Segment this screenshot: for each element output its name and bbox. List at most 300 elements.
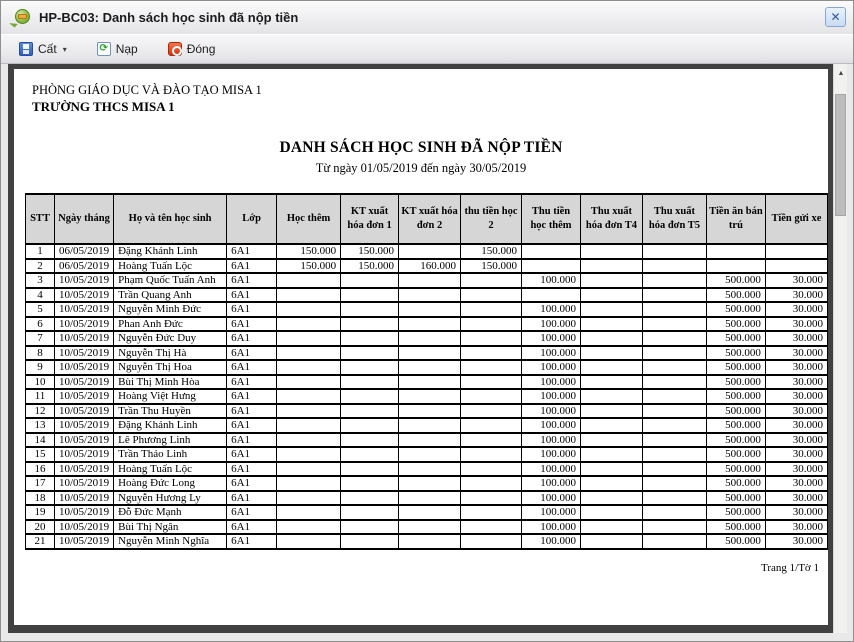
table-cell: 11 <box>26 389 55 404</box>
table-cell: 10/05/2019 <box>54 462 113 477</box>
table-cell: Nguyễn Minh Đức <box>114 302 227 317</box>
table-row <box>26 288 828 303</box>
table-cell: 6A1 <box>227 418 277 433</box>
table-row <box>26 476 828 491</box>
table-cell <box>341 302 399 317</box>
table-cell: 100.000 <box>522 491 581 506</box>
table-row <box>26 259 828 274</box>
table-cell <box>277 273 341 288</box>
table-cell <box>461 505 522 520</box>
table-cell <box>642 447 706 462</box>
table-cell: 30.000 <box>765 288 827 303</box>
table-cell <box>706 244 765 259</box>
table-cell: 6A1 <box>227 259 277 274</box>
table-cell: 17 <box>26 476 55 491</box>
table-cell: 10/05/2019 <box>54 389 113 404</box>
table-cell: Hoàng Việt Hưng <box>114 389 227 404</box>
table-cell <box>642 433 706 448</box>
table-cell: 30.000 <box>765 375 827 390</box>
table-cell <box>642 331 706 346</box>
table-row <box>26 505 828 520</box>
table-cell: 100.000 <box>522 418 581 433</box>
table-cell: 4 <box>26 288 55 303</box>
table-cell <box>399 520 461 535</box>
table-cell <box>642 317 706 332</box>
table-cell: 500.000 <box>706 375 765 390</box>
table-cell: 6A1 <box>227 534 277 549</box>
table-cell: Hoàng Tuấn Lộc <box>114 259 227 274</box>
table-cell: 500.000 <box>706 302 765 317</box>
table-cell <box>399 476 461 491</box>
table-cell <box>461 418 522 433</box>
table-cell <box>341 491 399 506</box>
table-cell <box>581 404 643 419</box>
table-cell: 500.000 <box>706 505 765 520</box>
table-cell: 6A1 <box>227 273 277 288</box>
table-cell: 20 <box>26 520 55 535</box>
table-cell: 100.000 <box>522 273 581 288</box>
table-cell: 12 <box>26 404 55 419</box>
table-cell <box>277 346 341 361</box>
report-table <box>25 193 828 550</box>
column-header: Tiền gửi xe <box>765 194 827 244</box>
table-cell <box>461 360 522 375</box>
chevron-down-icon: ▾ <box>62 44 67 54</box>
table-cell <box>277 462 341 477</box>
table-cell <box>341 476 399 491</box>
table-cell <box>581 259 643 274</box>
table-cell: 150.000 <box>461 244 522 259</box>
table-cell <box>277 534 341 549</box>
table-cell: Nguyễn Hương Ly <box>114 491 227 506</box>
table-cell <box>581 491 643 506</box>
table-cell <box>341 418 399 433</box>
table-cell <box>341 273 399 288</box>
table-cell <box>461 534 522 549</box>
table-cell <box>522 244 581 259</box>
table-cell: 30.000 <box>765 462 827 477</box>
table-cell: 10/05/2019 <box>54 534 113 549</box>
table-row <box>26 462 828 477</box>
table-row <box>26 418 828 433</box>
table-cell <box>581 447 643 462</box>
table-cell <box>642 288 706 303</box>
column-header: Thu xuất hóa đơn T4 <box>581 194 643 244</box>
table-cell <box>277 317 341 332</box>
table-cell <box>642 404 706 419</box>
window-titlebar[interactable] <box>1 1 853 34</box>
table-cell: 5 <box>26 302 55 317</box>
table-cell: 6A1 <box>227 462 277 477</box>
table-cell: 30.000 <box>765 317 827 332</box>
table-cell: 6A1 <box>227 520 277 535</box>
table-cell: 7 <box>26 331 55 346</box>
table-cell <box>399 375 461 390</box>
table-cell <box>277 476 341 491</box>
table-cell: Đặng Khánh Linh <box>114 244 227 259</box>
table-cell: 30.000 <box>765 433 827 448</box>
table-cell: Nguyễn Thị Hà <box>114 346 227 361</box>
table-cell: 500.000 <box>706 346 765 361</box>
table-cell: 100.000 <box>522 346 581 361</box>
table-cell: Bùi Thị Minh Hòa <box>114 375 227 390</box>
table-cell: 14 <box>26 433 55 448</box>
table-cell <box>399 346 461 361</box>
save-button-label: Cất <box>38 42 57 56</box>
table-cell <box>341 360 399 375</box>
table-cell <box>765 244 827 259</box>
table-row <box>26 389 828 404</box>
table-cell: 10/05/2019 <box>54 360 113 375</box>
table-cell <box>277 520 341 535</box>
table-row <box>26 273 828 288</box>
scroll-up-button[interactable] <box>835 67 847 79</box>
table-cell: 500.000 <box>706 491 765 506</box>
table-cell: 6A1 <box>227 505 277 520</box>
load-button-label: Nạp <box>115 42 138 56</box>
scrollbar-thumb[interactable] <box>835 94 846 216</box>
table-cell <box>461 404 522 419</box>
table-cell <box>642 418 706 433</box>
table-cell <box>399 244 461 259</box>
table-cell <box>277 505 341 520</box>
table-cell: 30.000 <box>765 302 827 317</box>
table-cell: 30.000 <box>765 520 827 535</box>
table-cell: 100.000 <box>522 375 581 390</box>
table-cell: 100.000 <box>522 433 581 448</box>
table-cell <box>522 259 581 274</box>
toolbar <box>1 34 853 64</box>
table-cell <box>399 288 461 303</box>
table-cell: 10/05/2019 <box>54 418 113 433</box>
vertical-scrollbar[interactable] <box>833 64 847 633</box>
table-cell: 100.000 <box>522 389 581 404</box>
table-cell <box>399 360 461 375</box>
table-cell <box>642 360 706 375</box>
table-cell <box>642 273 706 288</box>
table-cell <box>581 288 643 303</box>
table-cell <box>461 433 522 448</box>
table-row <box>26 404 828 419</box>
table-cell: 6A1 <box>227 288 277 303</box>
table-cell <box>341 462 399 477</box>
table-cell: Nguyễn Đức Duy <box>114 331 227 346</box>
table-cell: 500.000 <box>706 389 765 404</box>
table-cell <box>277 302 341 317</box>
table-cell: 6A1 <box>227 360 277 375</box>
column-header: Tiền ăn bán trú <box>706 194 765 244</box>
table-cell: 1 <box>26 244 55 259</box>
table-row <box>26 360 828 375</box>
table-cell <box>581 273 643 288</box>
table-cell <box>341 317 399 332</box>
table-row <box>26 433 828 448</box>
table-cell: 13 <box>26 418 55 433</box>
table-cell <box>341 389 399 404</box>
table-cell <box>341 288 399 303</box>
table-cell <box>581 389 643 404</box>
table-cell <box>399 404 461 419</box>
table-cell <box>706 259 765 274</box>
table-cell <box>461 491 522 506</box>
table-cell <box>581 375 643 390</box>
table-cell: 30.000 <box>765 389 827 404</box>
table-cell: 10/05/2019 <box>54 520 113 535</box>
table-cell: 6A1 <box>227 404 277 419</box>
table-cell: 100.000 <box>522 462 581 477</box>
table-cell: 06/05/2019 <box>54 259 113 274</box>
table-cell <box>341 346 399 361</box>
table-cell: Trần Quang Anh <box>114 288 227 303</box>
table-cell <box>399 491 461 506</box>
table-cell: 6A1 <box>227 447 277 462</box>
table-cell <box>461 389 522 404</box>
table-cell: Nguyễn Thị Hoa <box>114 360 227 375</box>
column-header: STT <box>26 194 55 244</box>
table-row <box>26 346 828 361</box>
table-cell: 10/05/2019 <box>54 491 113 506</box>
table-cell <box>642 259 706 274</box>
table-cell <box>642 476 706 491</box>
table-cell: 30.000 <box>765 476 827 491</box>
table-cell <box>581 418 643 433</box>
table-cell: 18 <box>26 491 55 506</box>
table-cell: Trần Thu Huyền <box>114 404 227 419</box>
table-row <box>26 534 828 549</box>
table-cell: 160.000 <box>399 259 461 274</box>
table-cell <box>581 360 643 375</box>
table-cell: 500.000 <box>706 476 765 491</box>
table-cell <box>642 534 706 549</box>
table-cell <box>277 288 341 303</box>
table-cell: Bùi Thị Ngân <box>114 520 227 535</box>
table-cell <box>399 462 461 477</box>
column-header: KT xuất hóa đơn 1 <box>341 194 399 244</box>
table-cell: 30.000 <box>765 534 827 549</box>
table-cell: 30.000 <box>765 447 827 462</box>
table-cell <box>642 302 706 317</box>
table-row <box>26 331 828 346</box>
table-cell <box>399 534 461 549</box>
table-header-row <box>26 194 828 244</box>
table-cell: 100.000 <box>522 331 581 346</box>
table-cell: 500.000 <box>706 433 765 448</box>
table-cell <box>399 331 461 346</box>
table-row <box>26 520 828 535</box>
table-cell: 150.000 <box>341 259 399 274</box>
table-cell <box>581 520 643 535</box>
table-cell: 6A1 <box>227 491 277 506</box>
table-cell <box>581 505 643 520</box>
table-cell <box>581 244 643 259</box>
save-button[interactable] <box>11 38 75 60</box>
report-org-header <box>32 83 828 115</box>
table-cell: 30.000 <box>765 418 827 433</box>
table-cell <box>461 331 522 346</box>
power-icon <box>168 42 182 56</box>
table-row <box>26 447 828 462</box>
table-cell: 30.000 <box>765 505 827 520</box>
table-cell <box>277 404 341 419</box>
table-cell <box>765 259 827 274</box>
table-cell: 10/05/2019 <box>54 288 113 303</box>
table-cell: 10/05/2019 <box>54 302 113 317</box>
table-cell: 100.000 <box>522 505 581 520</box>
window-close-button[interactable] <box>825 7 846 27</box>
table-cell <box>461 476 522 491</box>
table-cell: 100.000 <box>522 360 581 375</box>
table-cell: Đỗ Đức Mạnh <box>114 505 227 520</box>
table-cell: 30.000 <box>765 491 827 506</box>
table-cell <box>341 331 399 346</box>
table-cell <box>581 534 643 549</box>
table-cell: 500.000 <box>706 273 765 288</box>
table-cell: 10/05/2019 <box>54 273 113 288</box>
table-cell <box>642 520 706 535</box>
table-cell: 6A1 <box>227 331 277 346</box>
report-date-range: Từ ngày 01/05/2019 đến ngày 30/05/2019 <box>315 161 527 175</box>
table-cell <box>581 476 643 491</box>
table-cell: 06/05/2019 <box>54 244 113 259</box>
table-cell <box>581 302 643 317</box>
table-cell: 500.000 <box>706 317 765 332</box>
table-cell <box>642 244 706 259</box>
table-cell: 100.000 <box>522 404 581 419</box>
table-cell <box>399 505 461 520</box>
column-header: Lớp <box>227 194 277 244</box>
table-cell: 10/05/2019 <box>54 346 113 361</box>
table-cell <box>642 505 706 520</box>
table-cell: 10/05/2019 <box>54 375 113 390</box>
table-cell <box>642 462 706 477</box>
table-cell <box>341 505 399 520</box>
close-report-button[interactable] <box>160 38 224 60</box>
page-number: Trang 1/Tờ 1 <box>761 561 819 574</box>
close-icon: ✕ <box>830 10 841 24</box>
table-cell: 10 <box>26 375 55 390</box>
table-cell: 100.000 <box>522 520 581 535</box>
table-row <box>26 317 828 332</box>
table-cell <box>581 346 643 361</box>
scroll-up-arrow-icon: ▲ <box>837 69 845 77</box>
table-cell: 100.000 <box>522 317 581 332</box>
table-cell: 30.000 <box>765 404 827 419</box>
table-cell <box>277 433 341 448</box>
table-cell: 8 <box>26 346 55 361</box>
column-header: Thu xuất hóa đơn T5 <box>642 194 706 244</box>
table-cell: 10/05/2019 <box>54 331 113 346</box>
table-cell: 500.000 <box>706 418 765 433</box>
table-cell: Nguyễn Minh Nghĩa <box>114 534 227 549</box>
table-cell <box>581 317 643 332</box>
table-cell: 100.000 <box>522 534 581 549</box>
table-row <box>26 302 828 317</box>
table-cell: 10/05/2019 <box>54 505 113 520</box>
table-cell <box>341 520 399 535</box>
report-page <box>14 69 828 625</box>
table-cell: 3 <box>26 273 55 288</box>
table-cell: 30.000 <box>765 273 827 288</box>
table-cell: 6A1 <box>227 244 277 259</box>
table-cell: Hoàng Tuấn Lộc <box>114 462 227 477</box>
table-cell: 6 <box>26 317 55 332</box>
table-cell: Hoàng Đức Long <box>114 476 227 491</box>
table-cell <box>341 375 399 390</box>
table-cell <box>642 375 706 390</box>
table-cell: 100.000 <box>522 476 581 491</box>
app-icon-cash <box>18 14 27 19</box>
close-report-button-label: Đóng <box>186 42 216 56</box>
table-cell <box>341 534 399 549</box>
table-cell: 6A1 <box>227 346 277 361</box>
table-cell <box>277 418 341 433</box>
department-name: PHÒNG GIÁO DỤC VÀ ĐÀO TẠO MISA 1 <box>32 83 262 97</box>
table-cell <box>461 375 522 390</box>
table-cell: 500.000 <box>706 404 765 419</box>
load-button[interactable] <box>89 38 146 60</box>
table-cell <box>399 273 461 288</box>
table-cell: 500.000 <box>706 447 765 462</box>
table-cell: 6A1 <box>227 389 277 404</box>
table-cell <box>277 447 341 462</box>
table-cell <box>461 447 522 462</box>
table-cell <box>461 273 522 288</box>
table-cell <box>277 491 341 506</box>
table-cell: 30.000 <box>765 346 827 361</box>
table-cell <box>581 433 643 448</box>
table-cell: 19 <box>26 505 55 520</box>
table-row <box>26 491 828 506</box>
save-icon <box>19 42 33 56</box>
table-cell <box>399 433 461 448</box>
table-cell <box>581 331 643 346</box>
table-cell <box>642 346 706 361</box>
column-header: Ngày tháng <box>54 194 113 244</box>
table-row <box>26 375 828 390</box>
table-cell: 6A1 <box>227 317 277 332</box>
table-cell <box>341 404 399 419</box>
table-cell: 16 <box>26 462 55 477</box>
table-cell <box>522 288 581 303</box>
column-header: Họ và tên học sinh <box>114 194 227 244</box>
table-cell <box>277 331 341 346</box>
table-cell: Phạm Quốc Tuấn Anh <box>114 273 227 288</box>
table-cell: 10/05/2019 <box>54 317 113 332</box>
table-cell <box>399 418 461 433</box>
table-cell: 21 <box>26 534 55 549</box>
table-cell: 10/05/2019 <box>54 404 113 419</box>
report-title: DANH SÁCH HỌC SINH ĐÃ NỘP TIỀN <box>279 139 563 156</box>
table-cell: 6A1 <box>227 302 277 317</box>
table-cell: 100.000 <box>522 302 581 317</box>
table-cell: 100.000 <box>522 447 581 462</box>
table-cell <box>277 389 341 404</box>
table-cell: 9 <box>26 360 55 375</box>
table-cell: 30.000 <box>765 360 827 375</box>
table-cell: 500.000 <box>706 534 765 549</box>
table-cell: Lê Phương Linh <box>114 433 227 448</box>
table-cell: 15 <box>26 447 55 462</box>
table-cell: 2 <box>26 259 55 274</box>
report-viewer <box>8 64 847 633</box>
table-cell <box>461 302 522 317</box>
table-cell: Đặng Khánh Linh <box>114 418 227 433</box>
table-cell: 6A1 <box>227 476 277 491</box>
column-header: thu tiền học 2 <box>461 194 522 244</box>
table-cell <box>642 389 706 404</box>
table-cell: 10/05/2019 <box>54 476 113 491</box>
table-cell <box>581 462 643 477</box>
